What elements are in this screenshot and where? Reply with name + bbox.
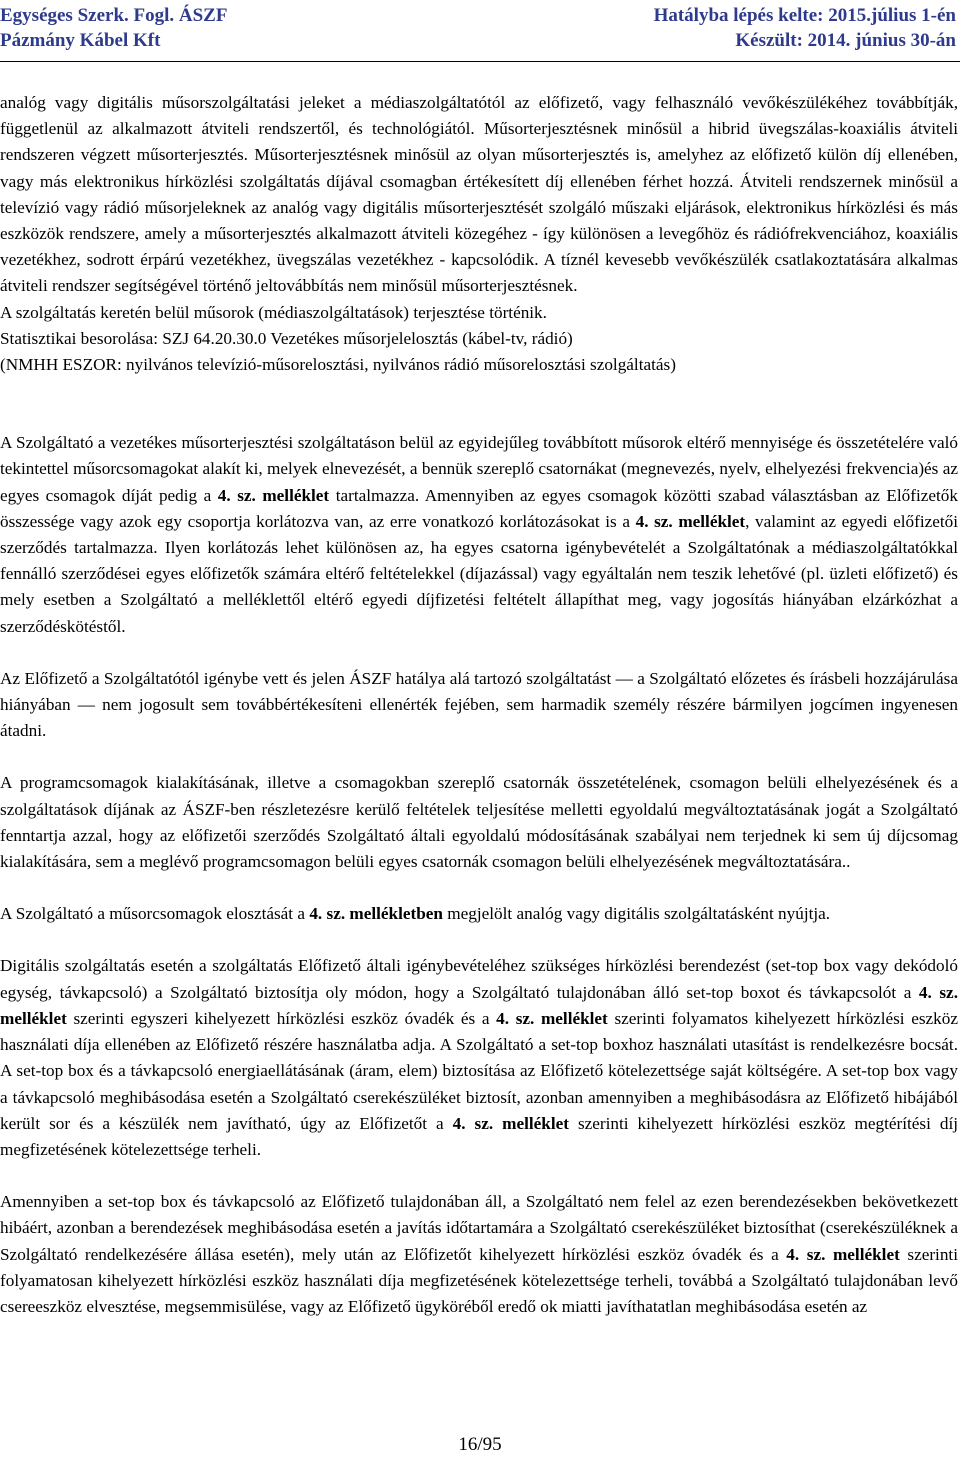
text-run: tartalmazza. Amennyiben az egyes csomagok közötti szabad választásban az Előfizetők összessége vagy azok egy csoportja korlátozva van, az erre vonatkozó korlátozásokat is a — [0, 485, 958, 531]
text-run: Amennyiben a set-top box és távkapcsoló az Előfizető tulajdonában áll, a Szolgáltató nem felel az ezen berendezésekben bekövetkezett hibáért, azonban a berendezések meghibásodása esetén a javítás időtartamára a Szolgáltató cserekészüléket biztosíthat (cserekészüléknek a Szolgáltató rendelkezésére állása esetén), mely után az Előfizetőt kihelyezett hírközlési eszköz óvadék és a — [0, 1192, 958, 1264]
spacer — [0, 927, 958, 953]
annex-reference: 4. sz. melléklet — [217, 485, 330, 505]
company-name: Pázmány Kábel Kft — [0, 30, 161, 51]
effective-date: Hatályba lépés kelte: 2015.július 1-én — [653, 5, 956, 26]
paragraph-definition: analóg vagy digitális műsorszolgáltatási jeleket a médiaszolgáltatótól az előfizető, vagy felhasználó vevőkészülékéhez továbbítják, függetlenül az alkalmazott átviteli rendszertől, és technológiától. Műsorterjesztésnek minősül a hibrid üvegszálas-koaxiális átviteli rendszeren végzett műsorterjesztés. Műsorterjesztésnek minősül az olyan műsorterjesztés is, amelyhez az előfizető külön díj ellenében, vagy más elektronikus hírközlési szolgáltatás díjával csomagban értékesített díj ellenében férhet hozzá. Átviteli rendszernek minősül a televízió vagy rádió műsorjeleknek az analóg vagy digitális műsorterjesztését szolgáló műszaki eljárások, elektronikus hírközlési és más eszközök rendszere, amely a műsorterjesztés alkalmazott átviteli közegéhez - így különösen a levegőhöz és rádiófrekvenciához, koaxiális vezetékhez, sodrott érpárú vezetékhez, üvegszálas vezetékhez - kapcsolódik. A tíznél kevesebb vevőkészülék csatlakoztatására alkalmas átviteli rendszer segítségével történő jeltovábbítás nem minősül műsorterjesztésnek. — [0, 93, 958, 296]
paragraph-program-packages — [0, 430, 958, 640]
annex-reference: 4. sz. melléklet — [786, 1244, 900, 1264]
paragraph-package-changes: A programcsomagok kialakításának, illetve a csomagokban szereplő csatornák összetételének, csomagon belüli elhelyezésének és a szolgáltatások díjának az ÁSZF-ben részletezésre kerülő feltételek teljesítése melletti egyoldalú megváltoztatásának jogát a Szolgáltató fenntartja azzal, hogy az előfizetői szerződés Szolgáltató általi egyoldalú módosításának szabályai nem terjednek ki sem új díjcsomag kialakítására, sem a meglévő programcsomagon belüli egyes csatornák csomagon belüli elhelyezésének megváltoztatására.. — [0, 773, 958, 872]
paragraph-service-scope: A szolgáltatás keretén belül műsorok (médiaszolgáltatások) terjesztése történik. — [0, 302, 547, 322]
paragraph-resale-prohibition: Az Előfizető a Szolgáltatótól igénybe vett és jelen ÁSZF hatálya alá tartozó szolgáltatást — a Szolgáltató előzetes és írásbeli hozzájárulása hiányában — nem jogosult sem továbbértékesíteni ellenérték fejében, sem harmadik személy részére bármilyen jogcímen ingyenesen átadni. — [0, 668, 958, 741]
document-title: Egységes Szerk. Fogl. ÁSZF — [0, 5, 228, 26]
page-header — [0, 0, 960, 62]
text-run: szerinti folyamatosan kihelyezett hírközlési eszköz használati díja megfizetésének kötelezettsége terheli, továbbá a Szolgáltató tulajdonában levő csereeszköz elvesztése, megsemmisülése, vagy az Előfizető ügyköréből eredő ok miatti javíthatatlan meghibásodása esetén az — [0, 1244, 958, 1316]
paragraph-statistical-classification: Statisztikai besorolása: SZJ 64.20.30.0 Vezetékes műsorjelelosztás (kábel-tv, rádió) — [0, 328, 573, 348]
spacer — [0, 640, 958, 666]
spacer — [0, 744, 958, 770]
text-run: szerinti folyamatos kihelyezett hírközlési eszköz használati díja ellenében az Előfizető részére használatba adja. A Szolgáltató a set-top boxhoz használati utasítást is rendelkezésre bocsát. A set-top box és a távkapcsoló energiaellátásának (áram, elem) biztosítása az Előfizető kötelezettsége saját költségére. A set-top box vagy a távkapcsoló meghibásodása esetén a Szolgáltató cserekészüléket biztosít, azonban amennyiben a meghibásodásra az Előfizető hibájából került sor és a készülék nem javítható, úgy az Előfizetőt a — [0, 1008, 958, 1133]
paragraph-subscriber-owned-settop — [0, 1189, 958, 1320]
text-run: szerinti egyszeri kihelyezett hírközlési eszköz óvadék és a — [66, 1008, 497, 1028]
paragraph-nmhh-eszor: (NMHH ESZOR: nyilvános televízió-műsorelosztási, nyilvános rádió műsorelosztási szolgáltatás) — [0, 355, 676, 375]
spacer — [0, 1163, 958, 1189]
annex-reference: 4. sz. melléklet — [0, 982, 958, 1028]
annex-reference: 4. sz. melléklet — [452, 1113, 569, 1133]
paragraph-digital-settop — [0, 953, 958, 1163]
text-run: szerinti kihelyezett hírközlési eszköz megtérítési díj megfizetésének kötelezettsége terheli. — [0, 1113, 958, 1159]
document-body — [0, 90, 958, 1320]
text-run: Digitális szolgáltatás esetén a szolgáltatás Előfizető általi igénybevételéhez szükséges hírközlési berendezést (set-top box vagy dekódoló egység, távkapcsoló) a Szolgáltató biztosítja oly módon, hogy a Szolgáltató tulajdonában álló set-top boxot és távkapcsolót a — [0, 956, 958, 1002]
page-number: 16/95 — [458, 1434, 502, 1455]
prepared-date: Készült: 2014. június 30-án — [735, 30, 956, 51]
annex-reference: 4. sz. mellékletben — [309, 904, 443, 924]
paragraph-distribution — [0, 901, 958, 927]
text-run: megjelölt analóg vagy digitális szolgáltatásként nyújtja. — [442, 904, 831, 924]
text-run: A Szolgáltató a műsorcsomagok elosztását a — [0, 904, 310, 924]
header-row-2 — [0, 29, 960, 53]
annex-reference: 4. sz. melléklet — [635, 511, 746, 531]
spacer — [0, 875, 958, 901]
header-row-1 — [0, 4, 960, 28]
spacer — [0, 378, 958, 430]
text-run: , valamint az egyedi előfizetői szerződés tartalmazza. Ilyen korlátozás lehet különösen az, ha egyes csatorna igénybevételét a Szolgáltatónak a médiaszolgáltatókkal fennálló szerződései egyes előfizetők számára eltérő feltételekkel (díjazással) vagy egyáltalán nem teszik lehetővé (pl. üzleti előfizető) és mely esetben a Szolgáltató a melléklettől eltérő egyedi díjfizetési feltételt állapíthat meg, vagy jogosítás hiányában elzárkózhat a szerződéskötéstől. — [0, 511, 958, 636]
annex-reference: 4. sz. melléklet — [496, 1008, 608, 1028]
text-run: A Szolgáltató a vezetékes műsorterjesztési szolgáltatáson belül az egyidejűleg továbbított műsorok eltérő mennyisége és összetételére való tekintettel műsorcsomagokat alakít ki, melyek elnevezését, a bennük szereplő csatornákat (megnevezés, nyelv, elhelyezési frekvencia)és az egyes csomagok díját pedig a — [0, 433, 958, 505]
